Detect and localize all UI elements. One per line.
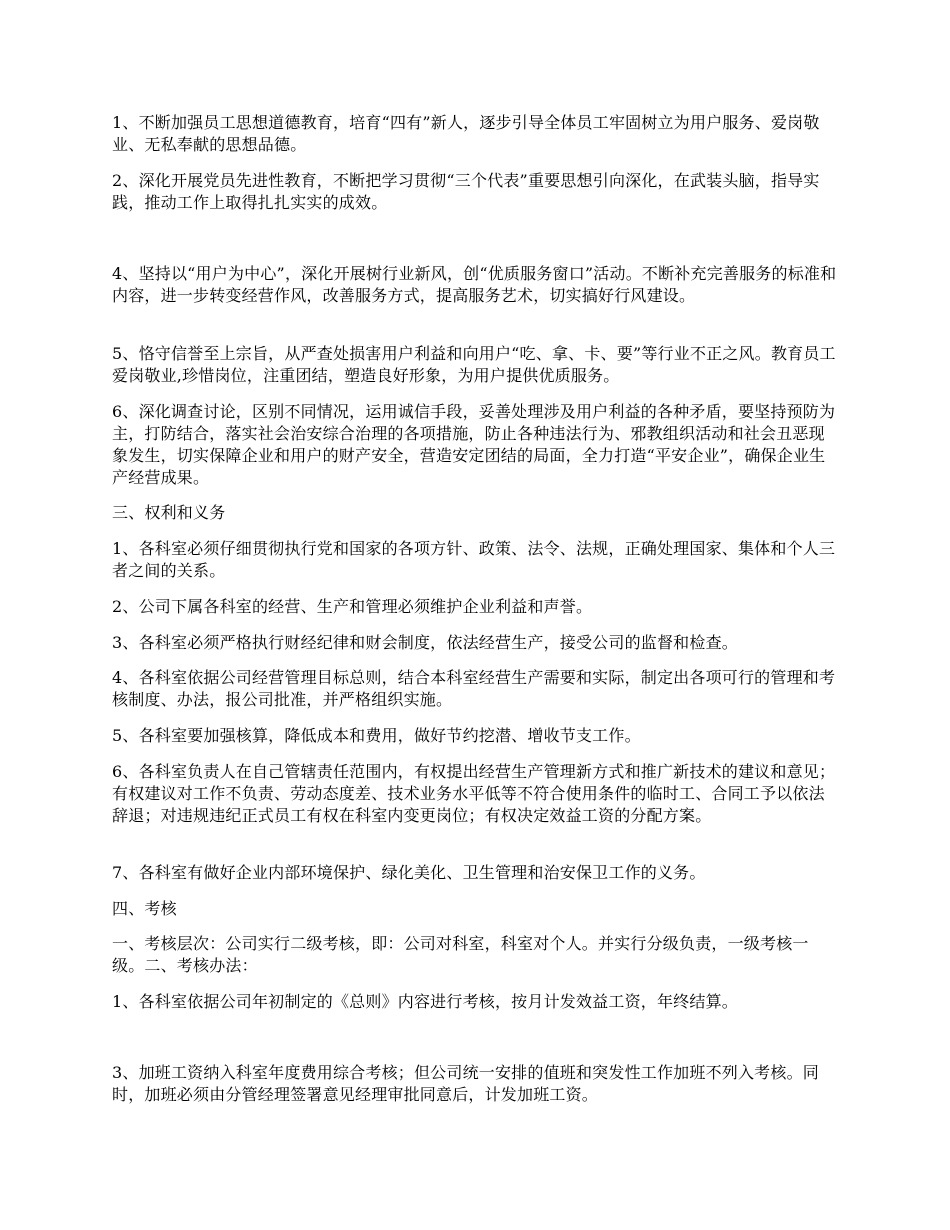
paragraph-7: 2、公司下属各科室的经营、生产和管理必须维护企业利益和声誉。 bbox=[112, 597, 593, 616]
paragraph-4: 5、恪守信誉至上宗旨，从严查处损害用户利益和向用户“吃、拿、卡、要”等行业不正之风。教育员工爱岗敬业,珍惜岗位，注重团结，塑造良好形象，为用户提供优质服务。 bbox=[112, 344, 836, 385]
paragraph-14: 1、各科室依据公司年初制定的《总则》内容进行考核，按月计发效益工资，年终结算。 bbox=[112, 992, 738, 1011]
paragraph-10: 5、各科室要加强核算，降低成本和费用，做好节约挖潜、增收节支工作。 bbox=[112, 726, 641, 745]
paragraph-2: 2、深化开展党员先进性教育，不断把学习贯彻“三个代表”重要思想引向深化，在武装头脑，指导实践，推动工作上取得扎扎实实的成效。 bbox=[112, 171, 820, 212]
paragraph-12: 7、各科室有做好企业内部环境保护、绿化美化、卫生管理和治安保卫工作的义务。 bbox=[112, 863, 706, 882]
paragraph-15: 3、加班工资纳入科室年度费用综合考核；但公司统一安排的值班和突发性工作加班不列入考核。同时，加班必须由分管经理签署意见经理审批同意后，计发加班工资。 bbox=[112, 1063, 819, 1104]
paragraph-1: 1、不断加强员工思想道德教育，培育“四有”新人，逐步引导全体员工牢固树立为用户服务、爱岗敬业、无私奉献的思想品德。 bbox=[112, 113, 820, 154]
paragraph-13: 一、考核层次：公司实行二级考核，即：公司对科室，科室对个人。并实行分级负责，一级考核一级。二、考核办法： bbox=[112, 934, 809, 975]
paragraph-6: 1、各科室必须仔细贯彻执行党和国家的各项方针、政策、法令、法规，正确处理国家、集体和个人三者之间的关系。 bbox=[112, 539, 836, 580]
paragraph-9: 4、各科室依据公司经营管理目标总则，结合本科室经营生产需要和实际，制定出各项可行的管理和考核制度、办法，报公司批准，并严格组织实施。 bbox=[112, 668, 836, 709]
paragraph-8: 3、各科室必须严格执行财经纪律和财会制度，依法经营生产，接受公司的监督和检查。 bbox=[112, 633, 738, 652]
section-heading-rights: 三、权利和义务 bbox=[112, 503, 226, 522]
paragraph-11: 6、各科室负责人在自己管辖责任范围内，有权提出经营生产管理新方式和推广新技术的建议和意见；有权建议对工作不负责、劳动态度差、技术业务水平低等不符合使用条件的临时工、合同工予以依法辞退；对违规违纪正式员工有权在科室内变更岗位；有权决定效益工资的分配方案。 bbox=[112, 762, 836, 825]
paragraph-5: 6、深化调查讨论，区别不同情况，运用诚信手段，妥善处理涉及用户利益的各种矛盾，要坚持预防为主，打防结合，落实社会治安综合治理的各项措施，防止各种违法行为、邪教组织活动和社会丑恶现象发生，切实保障企业和用户的财产安全，营造安定团结的局面，全力打造“平安企业”，确保企业生产经营成果。 bbox=[112, 402, 836, 487]
section-heading-assessment: 四、考核 bbox=[112, 899, 177, 918]
paragraph-3: 4、坚持以“用户为中心”，深化开展树行业新风，创“优质服务窗口”活动。不断补充完善服务的标准和内容，进一步转变经营作风，改善服务方式，提高服务艺术，切实搞好行风建设。 bbox=[112, 264, 837, 305]
